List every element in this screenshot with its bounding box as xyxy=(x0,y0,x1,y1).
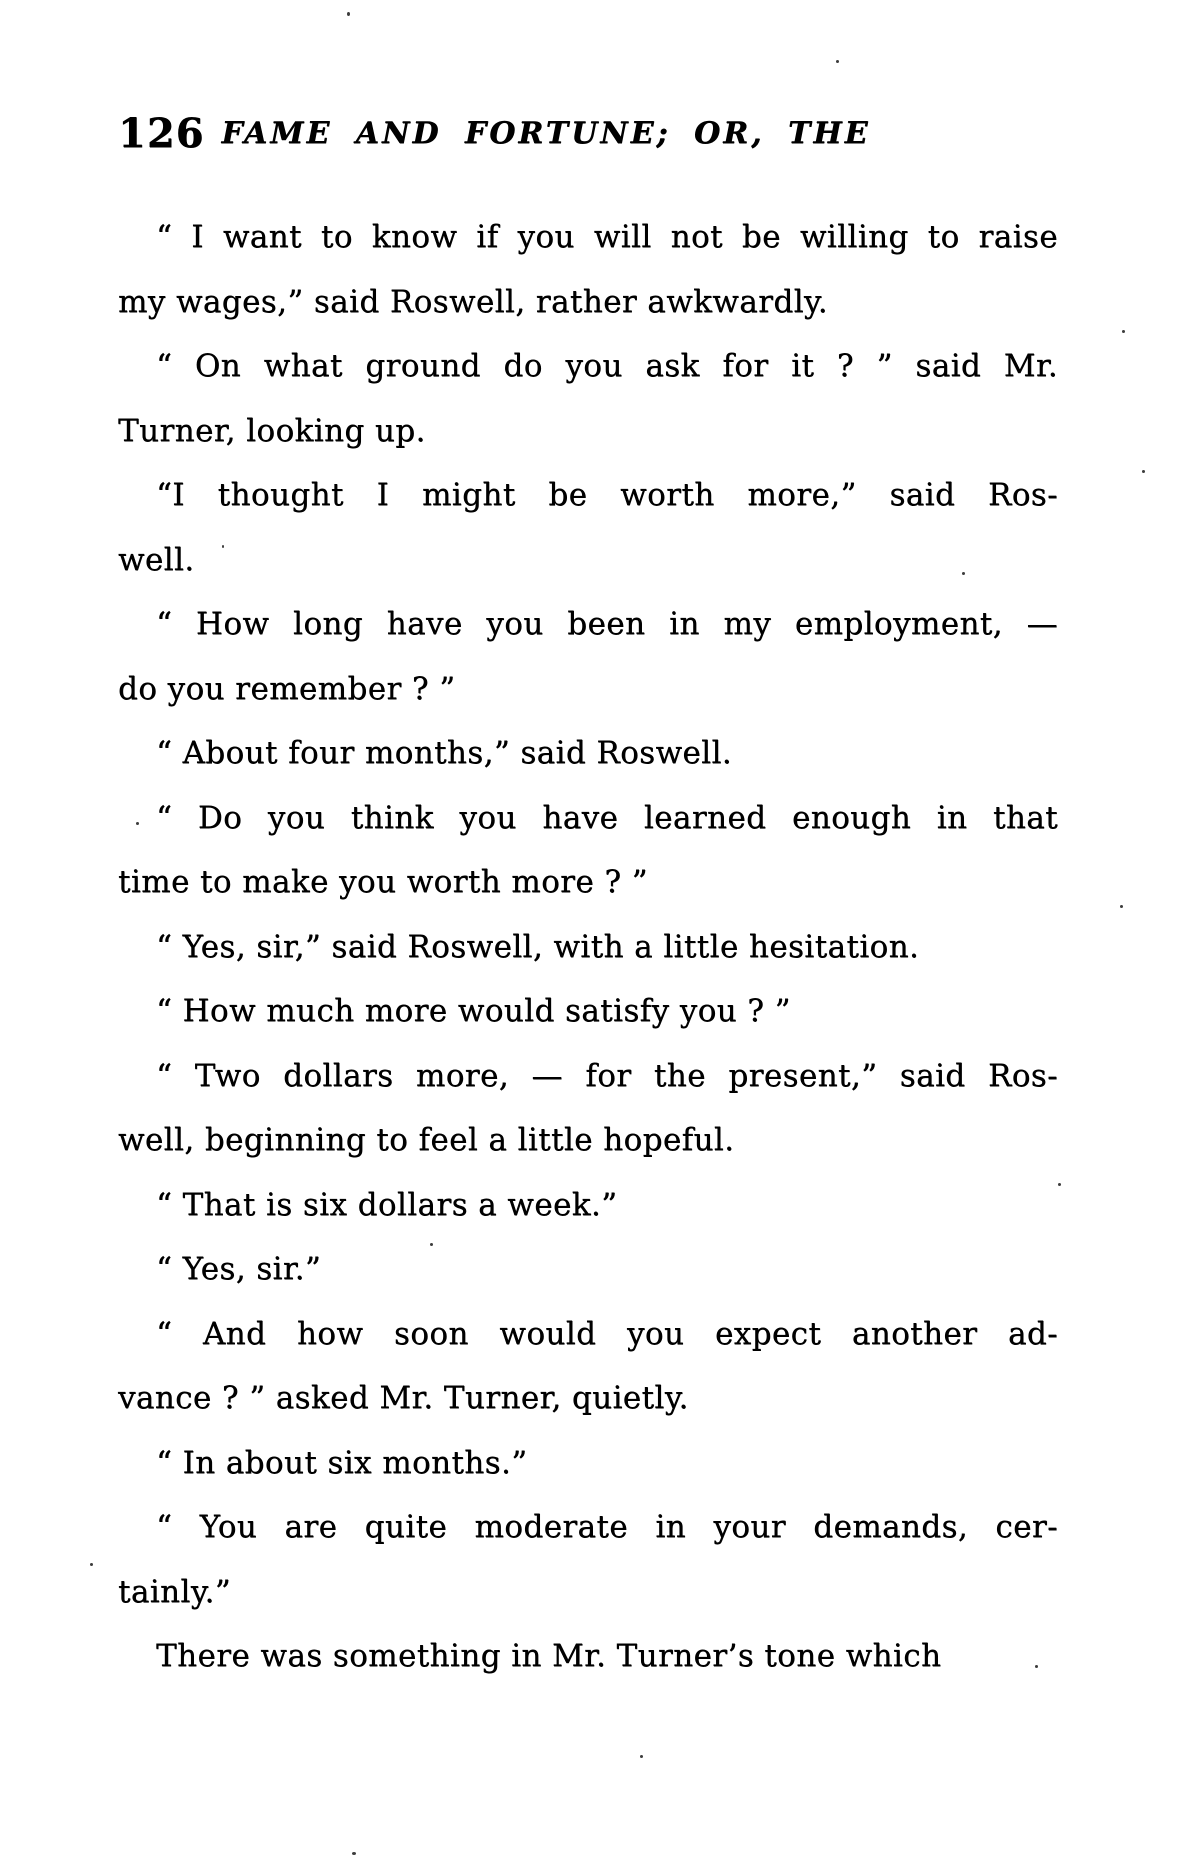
paragraph xyxy=(118,463,1058,592)
text-line: “ Yes, sir.” xyxy=(156,1251,322,1287)
text-line: “ And how soon would you expect another ad- xyxy=(156,1315,1058,1352)
text-line: “ On what ground do you ask for it ? ” said Mr. xyxy=(156,348,1058,384)
scan-speckle xyxy=(90,1563,93,1566)
paragraph xyxy=(118,1495,1058,1624)
text-line: “ Do you think you have learned enough in that xyxy=(156,799,1058,836)
running-title: FAME AND FORTUNE; OR, THE xyxy=(221,116,871,151)
scan-speckle xyxy=(136,822,139,825)
scan-speckle xyxy=(1142,470,1145,473)
text-line: “ In about six months.” xyxy=(156,1444,528,1481)
text-line: There was something in Mr. Turner’s tone which xyxy=(156,1638,942,1674)
scan-speckle xyxy=(222,545,224,548)
paragraph xyxy=(118,1237,1058,1302)
text-line: well, beginning to feel a little hopeful. xyxy=(118,1122,735,1158)
paragraph xyxy=(118,334,1058,463)
paragraph xyxy=(118,721,1058,786)
page-header xyxy=(118,108,1058,158)
text-line: “ About four months,” said Roswell. xyxy=(156,735,733,771)
scan-speckle xyxy=(352,1852,356,1855)
text-line: Turner, looking up. xyxy=(118,412,426,449)
scan-speckle xyxy=(1058,1183,1061,1186)
text-line: “ How much more would satisfy you ? ” xyxy=(156,993,791,1029)
text-line: “ You are quite moderate in your demands, cer- xyxy=(156,1509,1058,1545)
text-line: tainly.” xyxy=(118,1573,232,1610)
scan-speckle xyxy=(836,60,839,63)
paragraph xyxy=(118,1044,1058,1173)
text-line: “ How long have you been in my employment, — xyxy=(156,606,1058,642)
paragraph xyxy=(118,1302,1058,1431)
paragraph xyxy=(118,915,1058,980)
text-line: well. xyxy=(118,541,195,578)
text-line: my wages,” said Roswell, rather awkwardly. xyxy=(118,283,828,320)
body-text xyxy=(118,205,1058,1689)
scan-speckle xyxy=(1035,1665,1038,1668)
paragraph xyxy=(118,1173,1058,1238)
scan-speckle xyxy=(1120,905,1123,908)
paragraph xyxy=(118,592,1058,721)
paragraph xyxy=(118,1431,1058,1496)
scan-speckle xyxy=(347,12,350,16)
scan-speckle xyxy=(1122,330,1125,333)
text-line: time to make you worth more ? ” xyxy=(118,864,648,900)
paragraph xyxy=(118,1624,1058,1689)
scan-speckle xyxy=(430,1243,433,1246)
text-line: “ Two dollars more, — for the present,” said Ros- xyxy=(156,1057,1058,1094)
paragraph xyxy=(118,205,1058,334)
scan-speckle xyxy=(640,1755,643,1758)
text-line: vance ? ” asked Mr. Turner, quietly. xyxy=(118,1380,689,1416)
text-line: “ Yes, sir,” said Roswell, with a little hesitation. xyxy=(156,928,920,965)
text-line: “ I want to know if you will not be willing to raise xyxy=(156,219,1058,255)
paragraph xyxy=(118,979,1058,1044)
paragraph xyxy=(118,786,1058,915)
text-line: “ That is six dollars a week.” xyxy=(156,1186,618,1223)
scan-speckle xyxy=(962,572,965,575)
text-line: “I thought I might be worth more,” said Ros- xyxy=(156,477,1058,513)
page-number: 126 xyxy=(118,110,205,157)
text-line: do you remember ? ” xyxy=(118,670,456,707)
